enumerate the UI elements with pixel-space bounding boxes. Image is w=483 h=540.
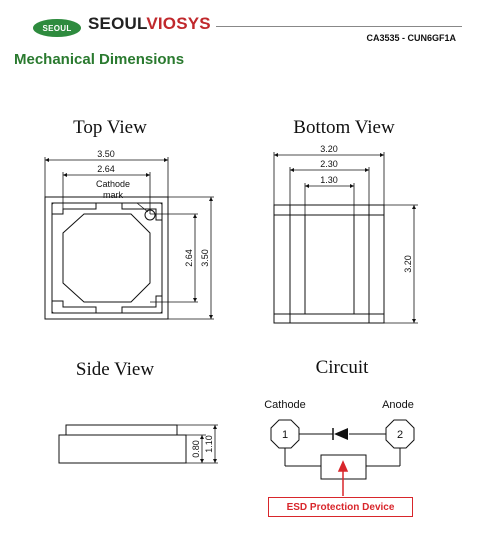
top-view-height-inner-label: 2.64	[184, 249, 194, 267]
side-view-total-thickness-label: 1.10	[204, 435, 214, 453]
bottom-view-dimensions	[274, 152, 418, 323]
circuit-title: Circuit	[315, 357, 369, 378]
esd-protection-callout	[268, 497, 413, 517]
pin-1-label: 1	[281, 429, 289, 441]
bottom-view-width-mid-label: 2.30	[320, 159, 338, 169]
top-view-package	[45, 197, 168, 319]
side-view-title: Side View	[75, 359, 155, 380]
bottom-view-width-inner-label: 1.30	[320, 175, 338, 185]
document-code: CA3535 - CUN6GF1A	[366, 33, 456, 43]
top-view-title: Top View	[73, 117, 147, 138]
section-title: Mechanical Dimensions	[14, 51, 185, 68]
logo-badge-text: SEOUL	[42, 23, 72, 33]
logo-brand-suffix: VIOSYS	[146, 14, 211, 33]
pin-1-icon	[271, 420, 299, 448]
bottom-view-title: Bottom View	[293, 117, 395, 138]
cathode-mark-label-line1: Cathode	[95, 179, 131, 189]
diode-icon	[333, 428, 348, 440]
bottom-view-package	[274, 205, 384, 323]
top-view-height-outer-label: 3.50	[200, 249, 210, 267]
pin-2-label: 2	[396, 429, 404, 441]
logo-brand-prefix: SEOUL	[88, 14, 147, 33]
top-view-width-outer-label: 3.50	[97, 149, 115, 159]
side-view-body-thickness-label: 0.80	[191, 440, 201, 458]
bottom-view-width-outer-label: 3.20	[320, 144, 338, 154]
pin-2-icon	[386, 420, 414, 448]
cathode-mark-label-line2: mark	[103, 190, 123, 200]
esd-protection-label: ESD Protection Device	[286, 501, 395, 513]
top-view-width-inner-label: 2.64	[97, 164, 115, 174]
anode-terminal-label: Anode	[382, 399, 414, 411]
side-view-package	[59, 425, 186, 463]
cathode-terminal-label: Cathode	[264, 399, 306, 411]
bottom-view-height-label: 3.20	[403, 255, 413, 273]
